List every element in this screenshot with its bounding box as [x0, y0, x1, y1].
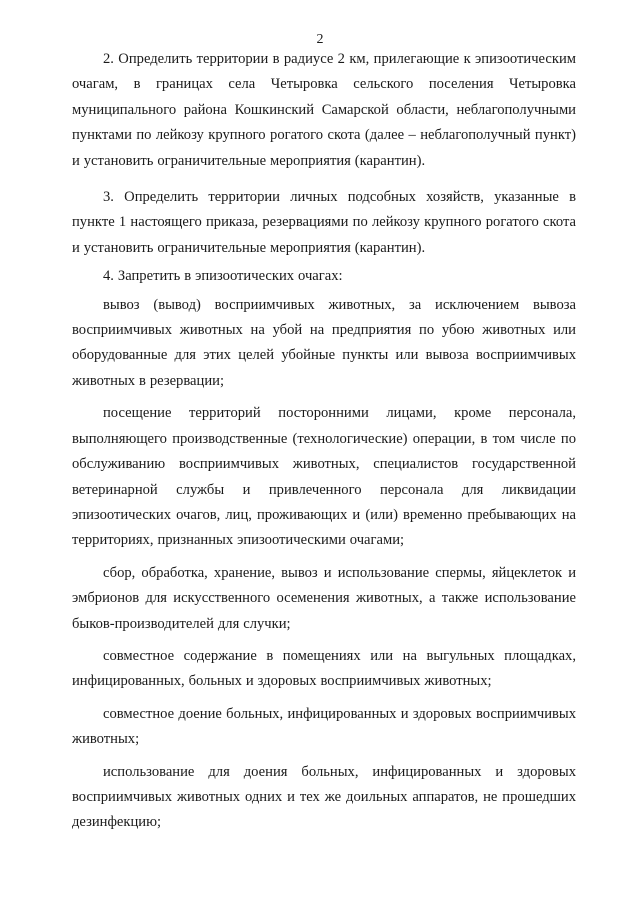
prohibition-joint-milking: совместное доение больных, инфицированных и здоровых восприимчивых животных;	[72, 705, 576, 748]
document-body	[72, 47, 576, 836]
paragraph-item-4-heading: 4. Запретить в эпизоотических очагах:	[103, 268, 343, 285]
prohibition-shared-milking-machines: использование для доения больных, инфицированных и здоровых восприимчивых животных одних и тех же доильных аппаратов, не прошедших дезинфекцию;	[72, 763, 576, 831]
page-number: 2	[316, 32, 324, 47]
prohibition-export-animals: вывоз (вывод) восприимчивых животных, за исключением вывоза восприимчивых животных на убой на предприятия по убою животных или оборудованные для этих целей убойные пункты или вывоза восприимчивых животных в резервации;	[72, 296, 576, 389]
prohibition-joint-keeping: совместное содержание в помещениях или на выгульных площадках, инфицированных, больных и здоровых восприимчивых животных;	[72, 647, 576, 690]
paragraph-item-3: 3. Определить территории личных подсобных хозяйств, указанные в пункте 1 настоящего приказа, резервациями по лейкозу крупного рогатого скота и установить ограничительные мероприятия (карантин).	[72, 189, 576, 256]
prohibition-semen-embryos: сбор, обработка, хранение, вывоз и использование спермы, яйцеклеток и эмбрионов для искусственного осеменения животных, а также использование быков-производителей для случки;	[72, 564, 576, 632]
paragraph-item-2: 2. Определить территории в радиусе 2 км, прилегающие к эпизоотическим очагам, в границах села Четыровка сельского поселения Четыровка муниципального района Кошкинский Самарской области, неблагополучными пунктами по лейкозу крупного рогатого скота (далее – неблагополучный пункт) и установить ограничительные мероприятия (карантин).	[72, 51, 576, 169]
prohibition-visits: посещение территорий посторонними лицами, кроме персонала, выполняющего производственные (технологические) операции, в том числе по обслуживанию восприимчивых животных, специалистов государственной ветеринарной службы и привлеченного персонала для ликвидации эпизоотических очагов, лиц, проживающих и (или) временно пребывающих на территориях, признанных эпизоотическими очагами;	[72, 405, 576, 549]
